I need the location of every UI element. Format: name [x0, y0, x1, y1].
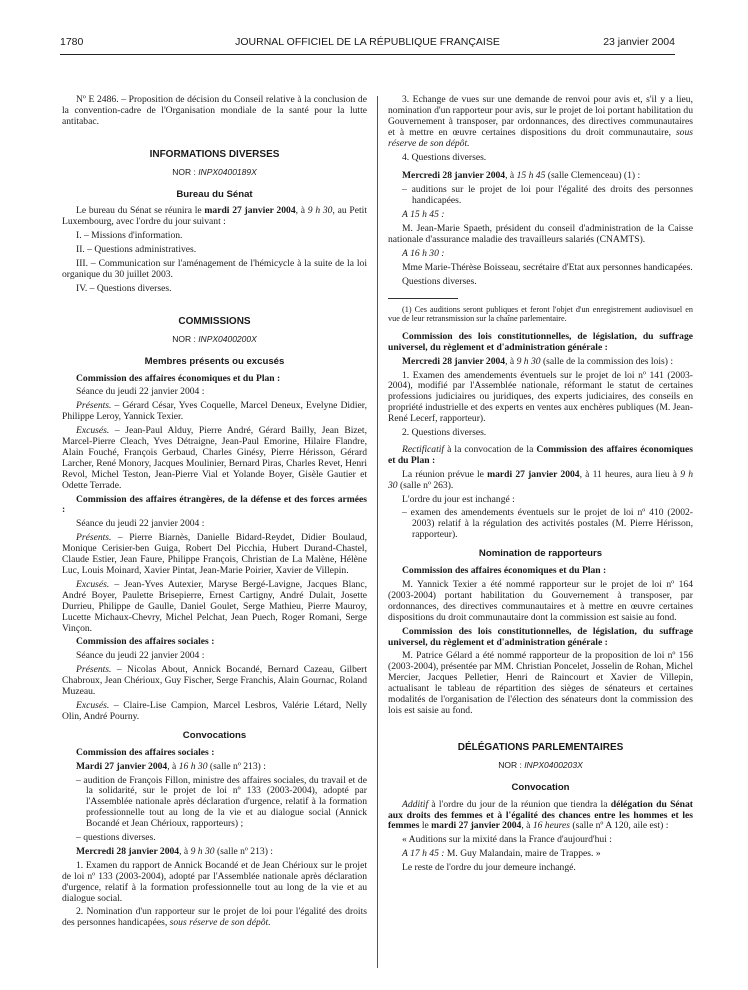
- delegation-quote-2: A 17 h 45 : M. Guy Malandain, maire de Trappes. »: [402, 848, 601, 860]
- conv-mercredi: Mercredi 28 janvier 2004, à 9 h 30 (salle nº 213) :: [76, 845, 273, 857]
- intro-paragraph: Nº E 2486. – Proposition de décision du Conseil relative à la conclusion de la convention-cadre de l'Organisation mondiale de la santé pour la lutte antitabac.: [62, 94, 367, 127]
- issue-date: 23 janvier 2004: [603, 36, 675, 48]
- lois-item-1: 1. Examen des amendements éventuels sur le projet de loi nº 141 (2003-2004), modifié par l'Assemblée nationale, réformant le statut de certaines professions judiciaires ou juridiques, des experts judiciaires, des conseils en propriété industrielle et des experts en ventes aux enchères publiques (M. Jean-René Lecerf, rapporteur).: [388, 369, 693, 425]
- page-number: 1780: [60, 36, 84, 48]
- eco-excuses: Excusés. – Jean-Paul Alduy, Pierre André, Gérard Bailly, Jean Bizet, Marcel-Pierre Cleach, Yves Détraigne, Jean-Paul Emorine, Hilaire Flandre, Alain Fouché, François Gerbaud, Charles Ginésy, Pierre Hérisson, Gérard Larcher, René Monory, Jacques Moulinier, Bernard Piras, Charles Revet, Henri Revol, Michel Teston, Jean-Pierre Vial et Yolande Boyer, Gisèle Gautier et Odette Terrade.: [62, 425, 367, 491]
- bureau-item: IV. – Questions diverses.: [76, 282, 172, 294]
- lois-mercredi: Mercredi 28 janvier 2004, à 9 h 30 (salle de la commission des lois) :: [402, 355, 673, 367]
- a-1545-label: A 15 h 45 :: [402, 209, 445, 221]
- etr-excuses: Excusés. – Jean-Yves Autexier, Maryse Bergé-Lavigne, Jacques Blanc, André Boyer, Paulette Brisepierre, Ernest Cartigny, André Dulait, Josette Durrieu, Philippe de Gaulle, Daniel Goulet, Serge Mathieu, Pierre Mauroy, Lucette Michaux-Chevry, Michel Pelchat, Jean Puech, Roger Romani, Serge Vinçon.: [62, 578, 367, 634]
- mercredi-1545-item: – auditions sur le projet de loi pour l'égalité des droits des personnes handicapées.: [402, 184, 693, 207]
- soc-presents: Présents. – Nicolas About, Annick Bocandé, Bernard Cazeau, Gilbert Chabroux, Jean Chérioux, Guy Fischer, Serge Franchis, Alain Gournac, Roland Muzeau.: [62, 664, 367, 698]
- bureau-item: I. – Missions d'information.: [76, 230, 183, 242]
- conv-mardi-item: – questions diverses.: [76, 832, 156, 844]
- eco-presents: Présents. – Gérard César, Yves Coquelle, Marcel Deneux, Evelyne Didier, Philippe Leroy, Yannick Texier.: [62, 400, 367, 423]
- membres-title: Membres présents ou excusés: [144, 355, 285, 367]
- mercredi-1545: Mercredi 28 janvier 2004, à 15 h 45 (salle Clemenceau) (1) :: [402, 170, 641, 182]
- header-rule: [60, 54, 675, 55]
- bureau-paragraph: Le bureau du Sénat se réunira le mardi 27 janvier 2004, à 9 h 30, au Petit Luxembourg, avec l'ordre du jour suivant :: [62, 205, 368, 228]
- a-1630-label: A 16 h 30 :: [402, 247, 445, 259]
- conv-mardi-item: – audition de François Fillon, ministre des affaires sociales, du travail et de la solidarité, sur le projet de loi nº 133 (2003-2004), adopté par l'Assemblée nationale après déclaration d'urgence, relatif à la formation professionnelle tout au long de la vie et au dialogue social (Annick Bocandé et Jean Chérioux, rapporteurs) ;: [76, 774, 367, 830]
- conv-mardi: Mardi 27 janvier 2004, à 16 h 30 (salle nº 213) :: [76, 760, 266, 772]
- questions-diverses: Questions diverses.: [402, 275, 477, 287]
- conv-soc-title: Commission des affaires sociales :: [76, 746, 215, 758]
- footnote: (1) Ces auditions seront publiques et feront l'objet d'un enregistrement audiovisuel en vue de leur retransmission sur la chaîne parlementaire.: [388, 304, 693, 324]
- agenda-item-3: 3. Echange de vues sur une demande de renvoi pour avis et, s'il y a lieu, nomination d'un rapporteur pour avis, sur le projet de loi portant habilitation du Gouvernement à transposer, par ordonnances, des directives communautaires et à mettre en œuvre certaines dispositions du droit communautaire, sous réserve de son dépôt.: [388, 94, 693, 149]
- commissions-section-title: COMMISSIONS: [178, 315, 251, 327]
- left-column: [62, 95, 367, 932]
- nom-lois-paragraph: M. Patrice Gélard a été nommé rapporteur de la proposition de loi nº 156 (2003-2004), présentée par MM. Christian Poncelet, Josselin de Rohan, Michel Mercier, Jacques Pelletier, Henri de Raincourt et Xavier de Villepin, actualisant le tableau de répartition des sièges de sénateurs et certaines modalités de l'organisation de l'élection des sénateurs dont la commission des lois est saisie au fond.: [388, 650, 693, 716]
- info-section-title: INFORMATIONS DIVERSES: [149, 148, 280, 160]
- agenda-item-4: 4. Questions diverses.: [402, 151, 487, 163]
- etr-presents: Présents. – Pierre Biarnès, Danielle Bidard-Reydet, Didier Boulaud, Monique Cerisier-ben Guiga, Robert Del Picchia, Hubert Durand-Chastel, Claude Estier, Jean Faure, Philippe François, Christian de La Malène, Hélène Luc, Louis Moinard, Xavier Pintat, Jean-Marie Poirier, Xavier de Villepin.: [62, 532, 367, 576]
- eco-commission-title: Commission des affaires économiques et du Plan :: [76, 372, 281, 384]
- nom-eco-paragraph: M. Yannick Texier a été nommé rapporteur sur le projet de loi nº 164 (2003-2004) portant habilitation du Gouvernement à transposer, par ordonnances, des directives communautaires et à mettre en œuvre certaines dispositions du droit communautaire dont la commission est saisie au fond.: [388, 579, 693, 623]
- spaeth-paragraph: M. Jean-Marie Spaeth, président du conseil d'administration de la Caisse nationale d'assurance maladie des travailleurs salariés (CNAMTS).: [388, 223, 693, 245]
- rectificatif: Rectificatif à la convocation de la Commission des affaires économiques et du Plan :: [388, 443, 693, 466]
- bureau-item: II. – Questions administratives.: [76, 244, 197, 256]
- nomination-title: Nomination de rapporteurs: [478, 548, 603, 560]
- rectificatif-paragraph: La réunion prévue le mardi 27 janvier 2004, à 11 heures, aura lieu à 9 h 30 (salle nº 263).: [388, 468, 693, 491]
- lois-item-2: 2. Questions diverses.: [402, 427, 487, 439]
- conv-mercredi-item-1: 1. Examen du rapport de Annick Bocandé et de Jean Chérioux sur le projet de loi nº 133 (2003-2004), adopté par l'Assemblée nationale après déclaration d'urgence, relatif à la formation professionnelle tout au long de la vie et au dialogue social.: [62, 859, 367, 904]
- nom-eco-title: Commission des affaires économiques et du Plan :: [402, 565, 607, 577]
- delegation-quote-1: « Auditions sur la mixité dans la France d'aujourd'hui :: [402, 834, 612, 846]
- journal-title: JOURNAL OFFICIEL DE LA RÉPUBLIQUE FRANÇAISE: [235, 36, 500, 48]
- nom-lois-title: Commission des lois constitutionnelles, de législation, du suffrage universel, du règlement et d'administration générale :: [388, 625, 693, 648]
- boisseau-paragraph: Mme Marie-Thérèse Boisseau, secrétaire d'Etat aux personnes handicapées.: [402, 261, 693, 273]
- delegations-section-title: DÉLÉGATIONS PARLEMENTAIRES: [457, 741, 624, 753]
- info-nor: NOR : INPX0400189X: [172, 166, 257, 177]
- soc-excuses: Excusés. – Claire-Lise Campion, Marcel Lesbros, Valérie Létard, Nelly Olin, André Pourny.: [62, 699, 367, 722]
- bureau-title: Bureau du Sénat: [176, 188, 253, 200]
- eco-seance: Séance du jeudi 22 janvier 2004 :: [76, 386, 205, 398]
- bureau-item: III. – Communication sur l'aménagement de l'hémicycle à la suite de la loi organique du 30 juillet 2003.: [62, 258, 367, 280]
- commissions-nor: NOR : INPX0400200X: [172, 333, 257, 344]
- page-header: [60, 36, 675, 50]
- soc-seance: Séance du jeudi 22 janvier 2004 :: [76, 650, 205, 662]
- right-column: [388, 95, 693, 877]
- rectificatif-item: – examen des amendements éventuels sur le projet de loi nº 410 (2002-2003) relatif à la régulation des activités postales (M. Pierre Hérisson, rapporteur).: [402, 507, 693, 541]
- conv-mercredi-item-2: 2. Nomination d'un rapporteur sur le projet de loi pour l'égalité des droits des personnes handicapées, sous réserve de son dépôt.: [62, 906, 367, 929]
- delegation-end: Le reste de l'ordre du jour demeure inchangé.: [402, 862, 576, 874]
- delegation-convocation-title: Convocation: [511, 781, 570, 793]
- etr-seance: Séance du jeudi 22 janvier 2004 :: [76, 518, 205, 530]
- soc-commission-title: Commission des affaires sociales :: [76, 636, 215, 648]
- etr-commission-title: Commission des affaires étrangères, de la défense et des forces armées :: [62, 493, 367, 516]
- lois-commission-title: Commission des lois constitutionnelles, de législation, du suffrage universel, du règlement et d'administration générale :: [388, 330, 693, 353]
- rectificatif-ordre: L'ordre du jour est inchangé :: [402, 493, 515, 505]
- column-divider: [377, 96, 378, 968]
- delegations-nor: NOR : INPX0400203X: [498, 759, 583, 770]
- footnote-rule: [388, 298, 458, 299]
- convocations-title: Convocations: [182, 729, 247, 741]
- delegation-paragraph: Additif à l'ordre du jour de la réunion que tiendra la délégation du Sénat aux droits des femmes et à l'égalité des chances entre les hommes et les femmes le mardi 27 janvier 2004, à 16 heures (salle nº A 120, aile est) :: [388, 798, 693, 832]
